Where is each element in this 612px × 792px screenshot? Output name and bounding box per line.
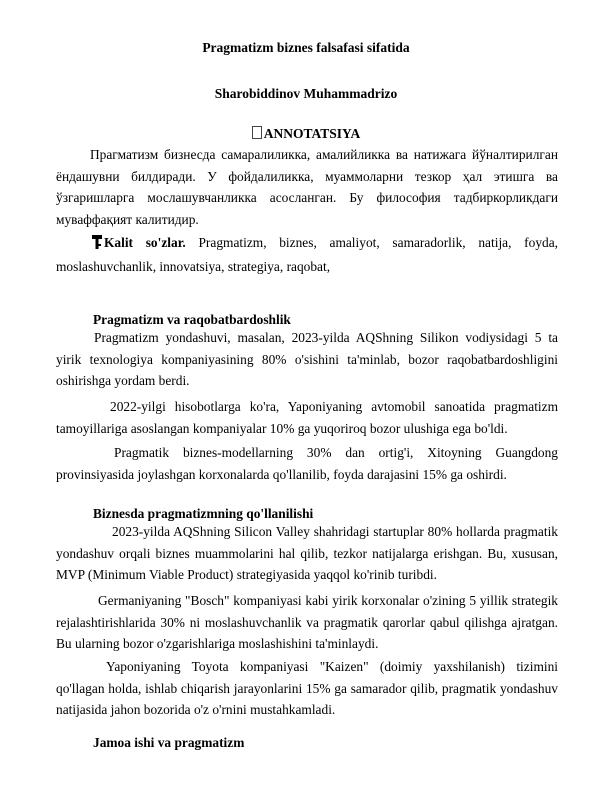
keywords-paragraph — [56, 232, 558, 277]
section2-paragraph-3: Yaponiyaning Toyota kompaniyasi "Kaizen" (doimiy yaxshilanish) tizimini qo'llagan holda, ishlab chiqarish jarayonlarini 15% ga samarador qilib, pragmatik yondashuv natijasida jahon bozorida o'z o'rnini mustahkamladi. — [56, 659, 558, 717]
keywords-list: Pragmatizm, biznes, amaliyot, samaradorlik, natija, foyda, moslashuvchanlik, innovatsiya, strategiya, raqobat, — [56, 235, 558, 274]
key-icon — [74, 234, 102, 256]
keywords-label: Kalit so'zlar. — [104, 235, 186, 250]
section-heading-application: Biznesda pragmatizmning qo'llanilishi — [93, 506, 314, 521]
paper-title: Pragmatizm biznes falsafasi sifatida — [202, 40, 410, 55]
section1-paragraph-1: Pragmatizm yondashuvi, masalan, 2023-yilda AQShning Silikon vodiysidagi 5 ta yirik texnologiya kompaniyasining 80% o'sishini ta'minlab, bozor raqobatbardoshligini oshirishga yordam berdi. — [56, 330, 558, 388]
annotation-paragraph: Прагматизм бизнесда самаралиликка, амалийликка ва натижага йўналтирилган ёндашувни билдиради. У фойдалиликка, муаммоларни тезкор ҳал этишга ва ўзгаришларга мослашувчанликка асосланган. Бу философия тадбиркорликдаги муваффақият калитидир. — [56, 147, 558, 227]
section-heading-competitiveness: Pragmatizm va raqobatbardoshlik — [93, 312, 291, 327]
section2-paragraph-1: 2023-yilda AQShning Silicon Valley shahridagi startuplar 80% hollarda pragmatik yondashuv orqali biznes muammolarini hal qilib, tezkor natijalarga erishgan. Bu, xususan, MVP (Minimum Viable Product) strategiyasida yaqqol ko'rinib turibdi. — [56, 524, 558, 582]
section1-paragraph-3: Pragmatik biznes-modellarning 30% dan ortig'i, Xitoyning Guangdong provinsiyasida joylashgan korxonalarda qo'llanilib, foyda darajasini 15% ga oshirdi. — [56, 445, 558, 482]
section-heading-teamwork: Jamoa ishi va pragmatizm — [93, 735, 245, 750]
missing-glyph-icon — [252, 126, 262, 139]
annotation-heading-text: ANNOTATSIYA — [263, 126, 361, 141]
author-name: Sharobiddinov Muhammadrizo — [214, 86, 398, 101]
annotation-heading — [0, 126, 612, 142]
section1-paragraph-2: 2022-yilgi hisobotlarga ko'ra, Yaponiyaning avtomobil sanoatida pragmatizm tamoyillariga asoslangan kompaniyalar 10% ga yuqoriroq bozor ulushiga ega bo'ldi. — [56, 399, 558, 436]
section2-paragraph-2: Germaniyaning "Bosch" kompaniyasi kabi yirik korxonalar o'zining 5 yillik strategik rejalashtirishlarida 30% ni moslashuvchanlik va pragmatik qarorlar qabul qilishga ajratgan. Bu ularning bozor o'zgarishlariga moslashishini ta'minlaydi. — [56, 593, 558, 651]
